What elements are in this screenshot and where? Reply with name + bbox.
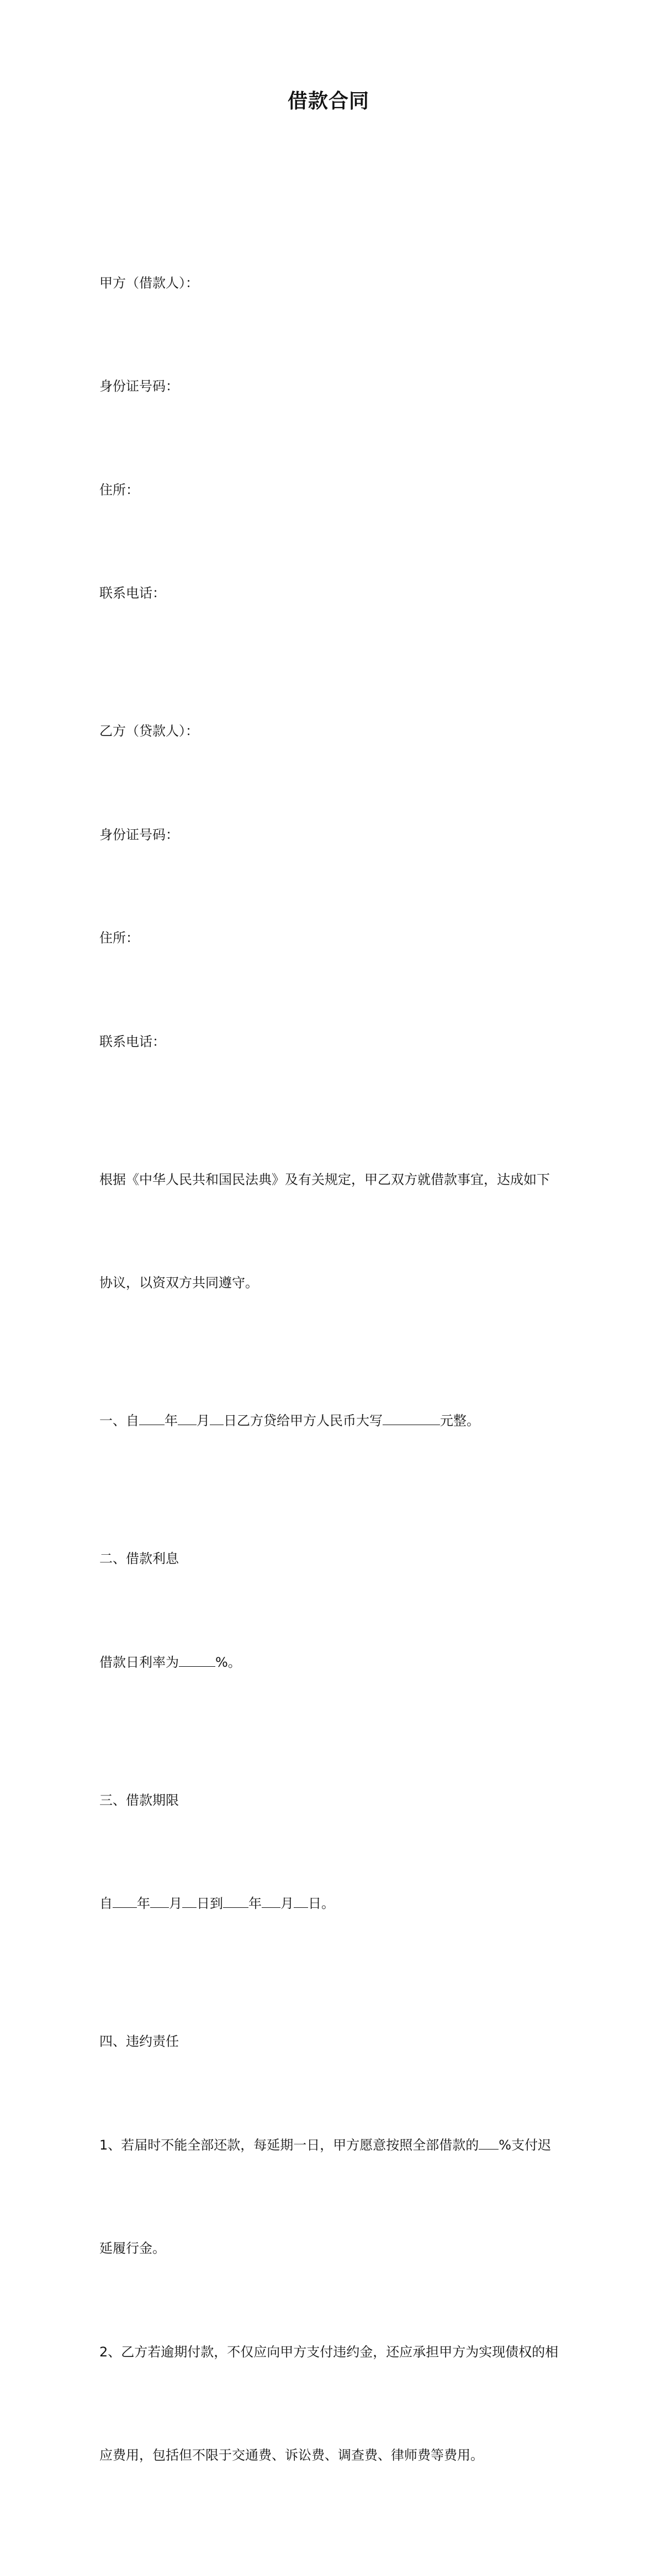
party-a-address-label: 住所： [99,482,139,498]
blank-start-year-field [113,1895,137,1908]
clause-1-line [99,1404,569,1438]
clause-1-text-2: 年 [165,1413,178,1428]
clause-3-heading: 三、借款期限 [99,1792,179,1808]
party-a-label: 甲方（借款人）： [99,275,199,291]
blank-amount-field [383,1412,440,1425]
blank-end-day-field [294,1895,308,1908]
clause-2-text-2: %。 [215,1654,241,1670]
clause-1-text-4: 日乙方贷给甲方人民币大写 [224,1413,383,1428]
blank-day-field [210,1412,224,1425]
clause-4-item-1-line-1 [99,2128,569,2163]
party-b-id-label: 身份证号码： [99,826,179,842]
clause-3-text-6: 月 [280,1896,294,1911]
blank-end-month-field [262,1895,280,1908]
blank-year-field [139,1412,165,1425]
preamble-line-1: 根据《中华人民共和国民法典》及有关规定，甲乙双方就借款事宜，达成如下 [99,1171,550,1187]
party-b-phone-label: 联系电话： [99,1033,166,1049]
clause-1-text-5: 元整。 [440,1413,480,1428]
blank-end-year-field [223,1895,248,1908]
clause-4-item-1-text-b: %支付迟 [499,2137,552,2153]
clause-3-text-1: 自 [99,1896,113,1911]
clause-4-item-2-line-2: 应费用，包括但不限于交通费、诉讼费、调查费、律师费等费用。 [99,2447,484,2463]
blank-month-field [178,1412,197,1425]
document-body [99,162,569,2576]
blank-start-day-field [182,1895,197,1908]
clause-1-text-1: 一、自 [99,1413,139,1428]
clause-1-text-3: 月 [197,1413,210,1428]
party-a-id-label: 身份证号码： [99,378,179,394]
clause-4-heading: 四、违约责任 [99,2034,179,2049]
clause-3-text-2: 年 [137,1896,150,1911]
blank-rate-field [179,1654,215,1667]
document-title: 借款合同 [287,90,369,113]
clause-4-item-2-line-1: 2、乙方若逾期付款，不仅应向甲方支付违约金，还应承担甲方为实现债权的相 [99,2344,559,2360]
preamble-line-2: 协议，以资双方共同遵守。 [99,1275,258,1290]
clause-3-line [99,1886,569,1921]
clause-3-text-4: 日到 [197,1896,223,1911]
clause-4-item-1-text-a: 1、若届时不能全部还款，每延期一日，甲方愿意按照全部借款的 [99,2137,479,2153]
blank-start-month-field [150,1895,169,1908]
clause-3-text-5: 年 [248,1896,262,1911]
clause-2-line [99,1645,569,1680]
clause-4-item-1-line-2: 延履行金。 [99,2241,166,2256]
clause-2-text-1: 借款日利率为 [99,1654,179,1670]
party-b-address-label: 住所： [99,930,139,946]
clause-2-heading: 二、借款利息 [99,1551,179,1566]
clause-3-text-7: 日。 [308,1896,335,1911]
party-a-phone-label: 联系电话： [99,585,166,601]
party-b-label: 乙方（贷款人）： [99,723,199,739]
clause-3-text-3: 月 [169,1896,182,1911]
blank-penalty-rate-field [479,2137,499,2150]
